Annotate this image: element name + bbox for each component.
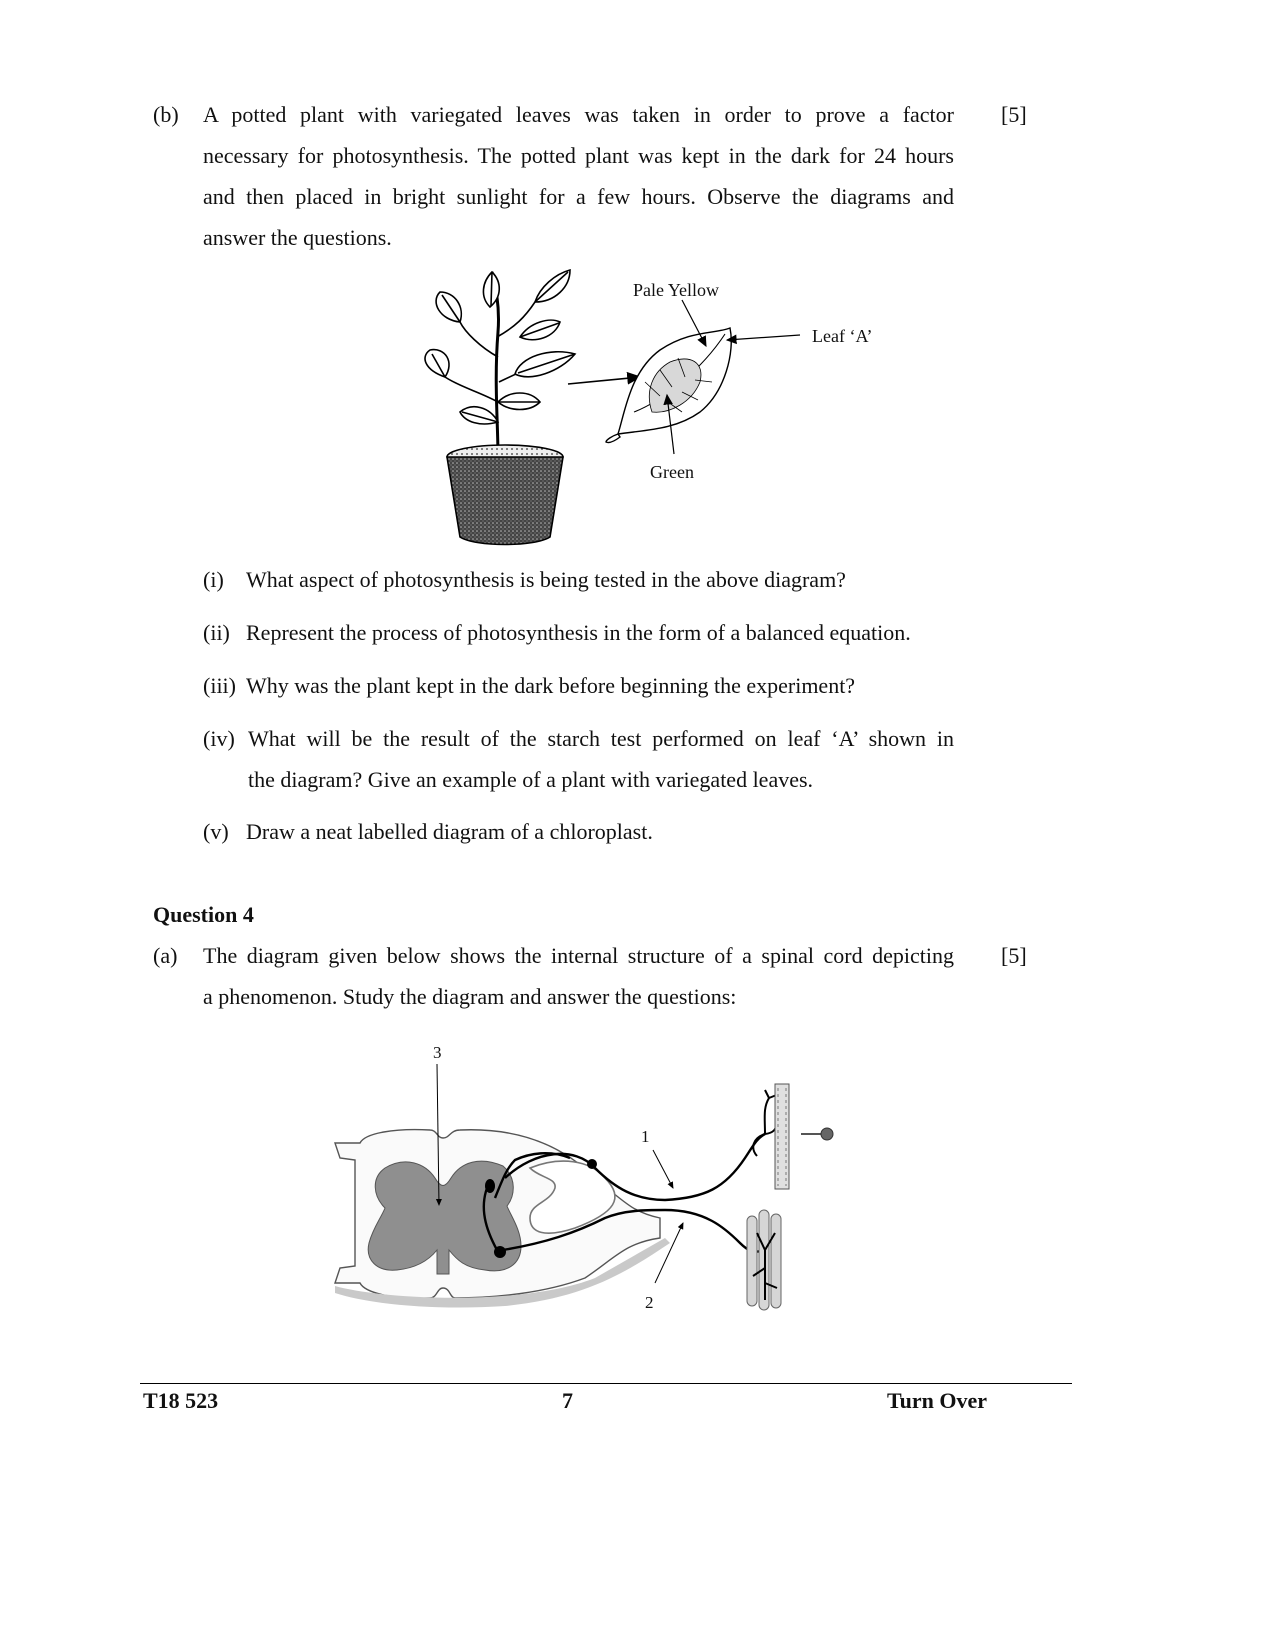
part-b-label: (b): [153, 102, 179, 127]
part-b-text-line-4: answer the questions.: [203, 225, 392, 250]
question-b-i-text: What aspect of photosynthesis is being tested in the above diagram?: [246, 567, 846, 592]
question-b-ii-text: Represent the process of photosynthesis in the form of a balanced equation.: [246, 620, 911, 645]
part-b-text-line-3: and then placed in bright sunlight for a few hours. Observe the diagrams and: [203, 184, 954, 209]
variegated-plant-figure: [420, 262, 900, 554]
part-a-marks: [5]: [1001, 943, 1027, 968]
part-a-text-line-2: a phenomenon. Study the diagram and answer the questions:: [203, 984, 737, 1009]
question-b-iv-number: (iv): [203, 726, 235, 751]
spinal-cord-figure: [325, 1038, 855, 1318]
question-b-v-number: (v): [203, 819, 229, 844]
footer-page-number: 7: [562, 1388, 573, 1413]
footer-turn-over: Turn Over: [887, 1388, 988, 1413]
question-b-iii-number: (iii): [203, 673, 236, 698]
part-b-text-line-2: necessary for photosynthesis. The potted plant was kept in the dark for 24 hours: [203, 143, 954, 168]
question-4-heading: Question 4: [153, 902, 254, 927]
part-b-text-line-1: A potted plant with variegated leaves was taken in order to prove a factor: [203, 102, 954, 127]
label-3: 3: [433, 1043, 442, 1062]
footer-paper-code: T18 523: [143, 1388, 219, 1413]
question-b-iv-text-line-1: What will be the result of the starch test performed on leaf ‘A’ shown in: [248, 726, 954, 751]
label-1: 1: [641, 1127, 650, 1146]
label-2: 2: [645, 1293, 654, 1312]
pale-yellow-label: Pale Yellow: [633, 280, 720, 300]
question-b-v-text: Draw a neat labelled diagram of a chloroplast.: [246, 819, 653, 844]
question-b-iii-text: Why was the plant kept in the dark before beginning the experiment?: [246, 673, 856, 698]
part-b-marks: [5]: [1001, 102, 1027, 127]
question-b-iv-text-line-2: the diagram? Give an example of a plant with variegated leaves.: [248, 767, 814, 792]
potted-plant: [425, 270, 575, 545]
leaf-a-label: Leaf ‘A’: [812, 326, 873, 346]
question-b-ii-number: (ii): [203, 620, 230, 645]
green-label: Green: [650, 462, 694, 482]
part-a-text-line-1: The diagram given below shows the internal structure of a spinal cord depicting: [203, 943, 954, 968]
part-a-label: (a): [153, 943, 178, 968]
question-b-i-number: (i): [203, 567, 224, 592]
leaf-a: [606, 328, 731, 443]
